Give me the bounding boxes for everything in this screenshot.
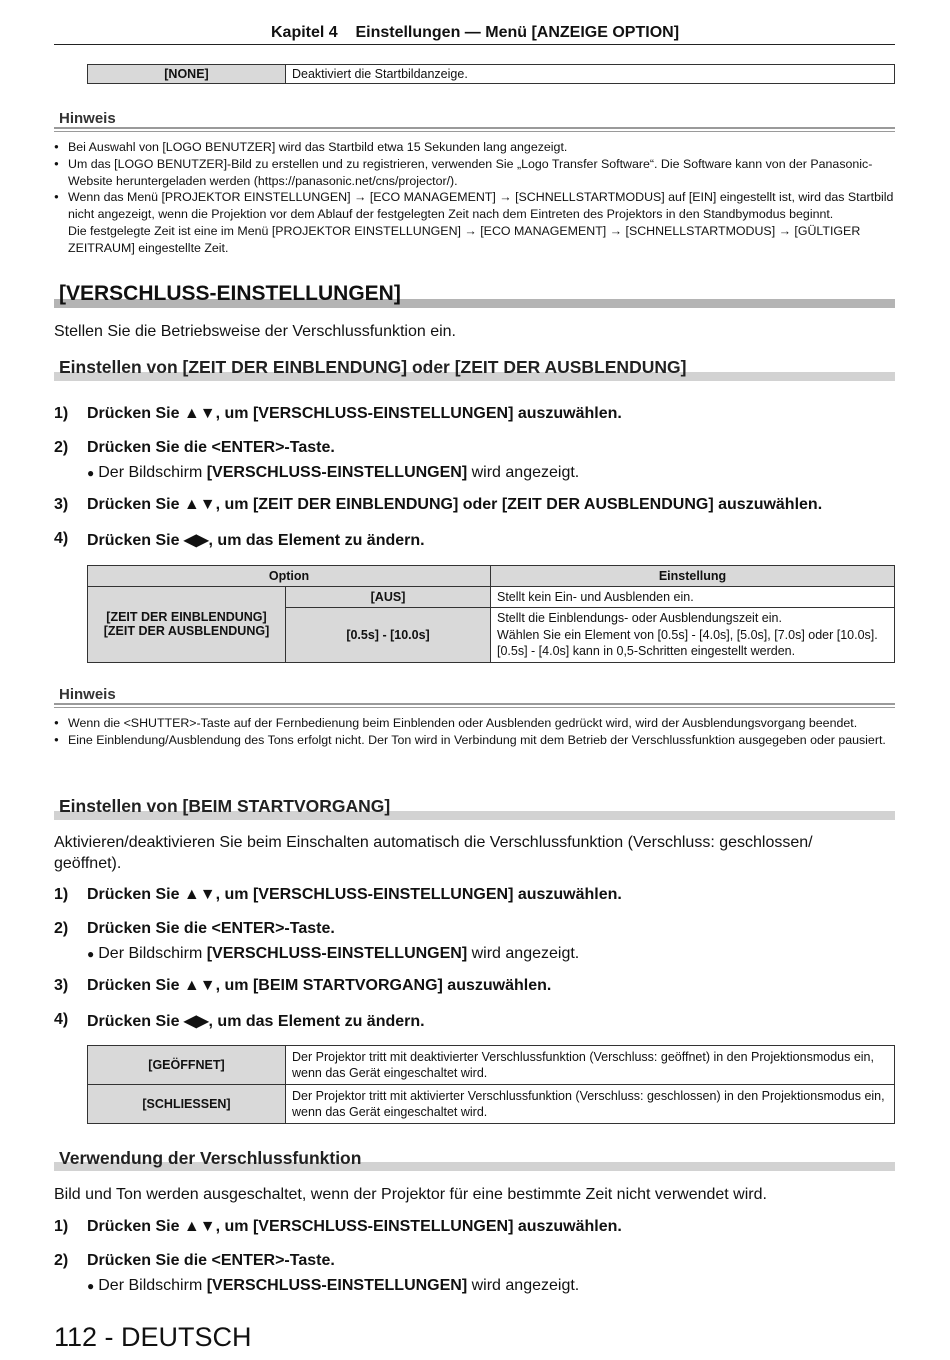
subsection-title: Einstellen von [ZEIT DER EINBLENDUNG] oder [ZEIT DER AUSBLENDUNG] [59, 357, 687, 377]
page-number: 112 - DEUTSCH [54, 1322, 252, 1352]
setting-description: Stellt die Einblendungs- oder Ausblendungszeit ein. Wählen Sie ein Element von [0.5s] - [4.0s], [5.0s], [7.0s] oder [10.0s]. [0.5s] - [4.0s] kann in 0,5-Schritten eingestellt werden. [491, 608, 895, 663]
section-title: [VERSCHLUSS-EINSTELLUNGEN] [59, 282, 401, 305]
list-item: ● Bei Auswahl von [LOGO BENUTZER] wird das Startbild etwa 15 Sekunden lang angezeigt. [54, 139, 895, 156]
subsection-intro: Bild und Ton werden ausgeschaltet, wenn der Projektor für eine bestimmte Zeit nicht verwendet wird. [54, 1186, 767, 1203]
note-block [54, 139, 895, 257]
subsection-intro: Aktivieren/deaktivieren Sie beim Einschalten automatisch die Verschlussfunktion (Verschluss: geschlossen/ geöffnet). [54, 834, 813, 872]
note-heading: Hinweis [59, 686, 116, 703]
option-description: Der Projektor tritt mit deaktivierter Verschlussfunktion (Verschluss: geöffnet) in den Projektionsmodus ein, wenn das Gerät eingeschaltet wird. [286, 1046, 895, 1085]
step-2: 2) Drücken Sie die <ENTER>-Taste. [54, 1252, 335, 1269]
note-extra: Die festgelegte Zeit ist eine im Menü [PROJEKTOR EINSTELLUNGEN] → [ECO MANAGEMENT] → [SCHNELLSTARTMODUS] → [GÜLTIGER ZEITRAUM] eingestellte Zeit. [68, 223, 861, 255]
list-item: ● Eine Einblendung/Ausblendung des Tons erfolgt nicht. Der Ton wird in Verbindung mit dem Betrieb der Verschlussfunktion ausgegeben oder pausiert. [54, 732, 895, 749]
list-item: ● Wenn das Menü [PROJEKTOR EINSTELLUNGEN] → [ECO MANAGEMENT] → [SCHNELLSTARTMODUS] auf [EIN] eingestellt ist, wird das Startbild nicht angezeigt, wenn die Projektion vor dem Ablauf der festgelegten Zeit nach dem Eintreten des Projektors in den Standbymodus beginnt. [54, 189, 895, 223]
step-3: 3) Drücken Sie ▲▼, um [ZEIT DER EINBLENDUNG] oder [ZEIT DER AUSBLENDUNG] auszuwählen. [54, 496, 823, 513]
note-rule [54, 127, 895, 132]
option-label: [NONE] [88, 65, 286, 84]
subsection-title: Verwendung der Verschlussfunktion [59, 1148, 362, 1168]
note-rule [54, 703, 895, 708]
step-2: 2) Drücken Sie die <ENTER>-Taste. [54, 920, 335, 937]
table-row [88, 1046, 895, 1085]
step-4: 4) Drücken Sie ◀▶, um das Element zu ändern. [54, 530, 425, 549]
step-2: 2) Drücken Sie die <ENTER>-Taste. [54, 439, 335, 456]
option-label: [ZEIT DER EINBLENDUNG] [ZEIT DER AUSBLENDUNG] [88, 587, 286, 663]
setting-description: Stellt kein Ein- und Ausblenden ein. [491, 587, 895, 608]
note-heading: Hinweis [59, 110, 116, 127]
step-1: 1) Drücken Sie ▲▼, um [VERSCHLUSS-EINSTELLUNGEN] auszuwählen. [54, 1218, 622, 1235]
option-label: [SCHLIESSEN] [88, 1085, 286, 1124]
option-description: Der Projektor tritt mit aktivierter Verschlussfunktion (Verschluss: geschlossen) in den Projektionsmodus ein, wenn das Gerät eingeschaltet wird. [286, 1085, 895, 1124]
setting-value: [0.5s] - [10.0s] [286, 608, 491, 663]
step-1: 1) Drücken Sie ▲▼, um [VERSCHLUSS-EINSTELLUNGEN] auszuwählen. [54, 405, 622, 422]
step-4: 4) Drücken Sie ◀▶, um das Element zu ändern. [54, 1011, 425, 1030]
setting-value: [AUS] [286, 587, 491, 608]
note-block [54, 715, 895, 749]
column-header-setting: Einstellung [491, 566, 895, 587]
section-intro: Stellen Sie die Betriebsweise der Verschlussfunktion ein. [54, 323, 456, 340]
chapter-header: Kapitel 4 Einstellungen — Menü [ANZEIGE OPTION] [270, 24, 680, 41]
step-1: 1) Drücken Sie ▲▼, um [VERSCHLUSS-EINSTELLUNGEN] auszuwählen. [54, 886, 622, 903]
startup-table [87, 1045, 895, 1124]
table-row [88, 1085, 895, 1124]
step-2-detail: ● Der Bildschirm [VERSCHLUSS-EINSTELLUNGEN] wird angezeigt. [87, 945, 580, 962]
fade-time-table [87, 565, 895, 663]
list-item: ● Um das [LOGO BENUTZER]-Bild zu erstellen und zu registrieren, verwenden Sie „Logo Transfer Software“. Die Software kann von der Panasonic-Website heruntergeladen werden (https://panasonic.net/cns/projector/). [54, 156, 895, 190]
subsection-title: Einstellen von [BEIM STARTVORGANG] [59, 796, 391, 816]
column-header-option: Option [88, 566, 491, 587]
list-item: ● Wenn die <SHUTTER>-Taste auf der Fernbedienung beim Einblenden oder Ausblenden gedrückt wird, wird der Ausblendungsvorgang beendet. [54, 715, 895, 732]
table-row [88, 587, 895, 608]
step-3: 3) Drücken Sie ▲▼, um [BEIM STARTVORGANG] auszuwählen. [54, 977, 552, 994]
table-row [88, 65, 895, 84]
option-description: Deaktiviert die Startbildanzeige. [286, 65, 895, 84]
step-2-detail: ● Der Bildschirm [VERSCHLUSS-EINSTELLUNGEN] wird angezeigt. [87, 464, 580, 481]
option-label: [GEÖFFNET] [88, 1046, 286, 1085]
table-header-row [88, 566, 895, 587]
header-rule [54, 44, 895, 45]
step-2-detail: ● Der Bildschirm [VERSCHLUSS-EINSTELLUNGEN] wird angezeigt. [87, 1277, 580, 1294]
start-image-table [87, 64, 895, 84]
